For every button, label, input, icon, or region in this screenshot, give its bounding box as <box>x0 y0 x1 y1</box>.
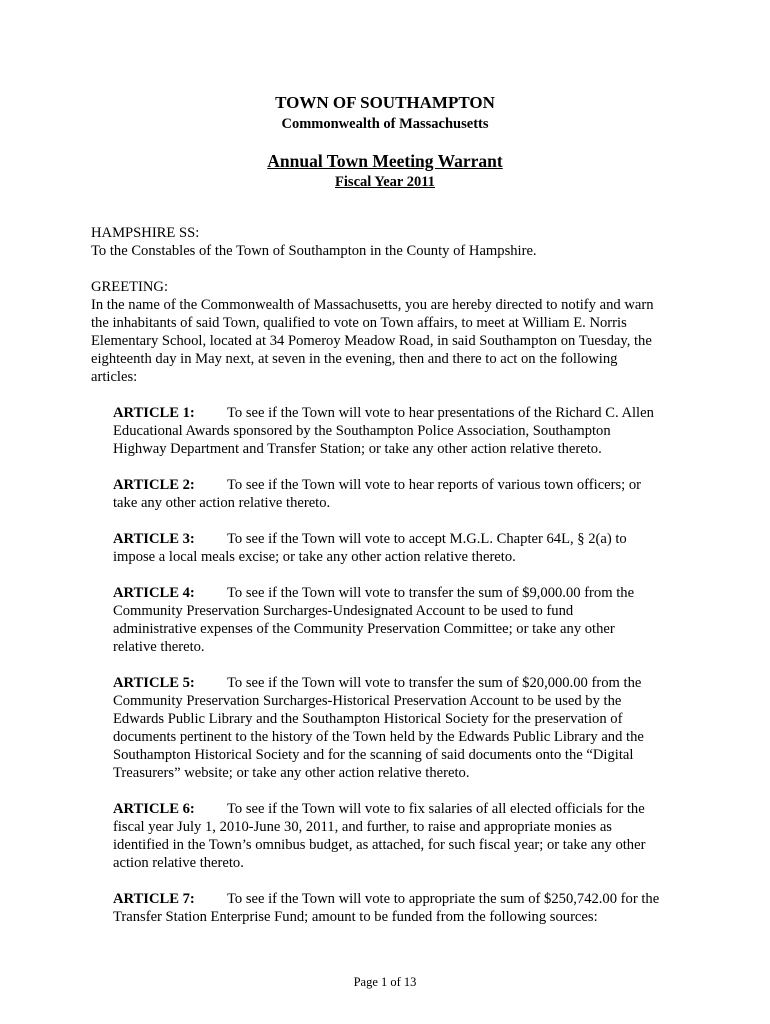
article-text-line: fiscal year July 1, 2010-June 30, 2011, and further, to raise and appropriate monies as <box>113 819 612 835</box>
article-label: ARTICLE 6: <box>113 801 195 817</box>
greeting-body-line: articles: <box>91 369 138 385</box>
page-number: Page 1 of 13 <box>353 975 417 989</box>
article-text-line: relative thereto. <box>113 639 205 655</box>
article-text-line: To see if the Town will vote to accept M.G.L. Chapter 64L, § 2(a) to <box>227 531 627 547</box>
greeting-line: GREETING: <box>91 279 169 295</box>
article-text-line: To see if the Town will vote to fix salaries of all elected officials for the <box>227 801 645 817</box>
article-2 <box>113 476 683 512</box>
article-text-line: To see if the Town will vote to transfer the sum of $9,000.00 from the <box>227 585 635 601</box>
article-label: ARTICLE 5: <box>113 675 195 691</box>
fiscal-year-subtitle: Fiscal Year 2011 <box>335 174 435 190</box>
article-text-line: action relative thereto. <box>113 855 244 871</box>
article-label: ARTICLE 3: <box>113 531 195 547</box>
article-text-line: documents pertinent to the history of the Town held by the Edwards Public Library and the <box>113 729 644 745</box>
article-label: ARTICLE 2: <box>113 477 195 493</box>
article-text-line: Highway Department and Transfer Station; or take any other action relative thereto. <box>113 441 602 457</box>
article-label: ARTICLE 7: <box>113 891 195 907</box>
article-label: ARTICLE 4: <box>113 585 195 601</box>
article-6 <box>113 800 683 872</box>
article-3 <box>113 530 683 566</box>
article-text-line: To see if the Town will vote to transfer the sum of $20,000.00 from the <box>227 675 642 691</box>
article-text-line: identified in the Town’s omnibus budget, as attached, for such fiscal year; or take any other <box>113 837 646 853</box>
article-text-line: To see if the Town will vote to hear reports of various town officers; or <box>227 477 642 493</box>
greeting-body-line: eighteenth day in May next, at seven in the evening, then and there to act on the following <box>91 351 618 367</box>
article-label: ARTICLE 1: <box>113 405 195 421</box>
article-text-line: Southampton Historical Society and for the scanning of said documents onto the “Digital <box>113 747 634 763</box>
article-text-line: Transfer Station Enterprise Fund; amount to be funded from the following sources: <box>113 909 598 925</box>
article-text-line: Edwards Public Library and the Southampton Historical Society for the preservation of <box>113 711 623 727</box>
greeting-body-line: the inhabitants of said Town, qualified to vote on Town affairs, to meet at William E. Norris <box>91 315 627 331</box>
greeting-body <box>91 296 691 386</box>
article-text-line: Educational Awards sponsored by the Southampton Police Association, Southampton <box>113 423 611 439</box>
intro-section <box>91 224 691 386</box>
constables-line: To the Constables of the Town of Southampton in the County of Hampshire. <box>91 243 537 259</box>
article-1 <box>113 404 683 458</box>
greeting-body-line: In the name of the Commonwealth of Massachusetts, you are hereby directed to notify and warn <box>91 297 654 313</box>
article-text-line: Community Preservation Surcharges-Historical Preservation Account to be used by the <box>113 693 622 709</box>
article-5 <box>113 674 683 782</box>
article-text-line: Community Preservation Surcharges-Undesignated Account to be used to fund <box>113 603 574 619</box>
article-text-line: Treasurers” website; or take any other action relative thereto. <box>113 765 470 781</box>
article-text-line: administrative expenses of the Community Preservation Committee; or take any other <box>113 621 615 637</box>
article-text-line: To see if the Town will vote to appropriate the sum of $250,742.00 for the <box>227 891 660 907</box>
article-text-line: impose a local meals excise; or take any other action relative thereto. <box>113 549 516 565</box>
article-4 <box>113 584 683 656</box>
commonwealth-subheading: Commonwealth of Massachusetts <box>281 116 489 132</box>
article-text-line: To see if the Town will vote to hear presentations of the Richard C. Allen <box>227 405 654 421</box>
warrant-title: Annual Town Meeting Warrant <box>267 151 503 171</box>
article-7 <box>113 890 683 926</box>
article-text-line: take any other action relative thereto. <box>113 495 331 511</box>
greeting-body-line: Elementary School, located at 34 Pomeroy Meadow Road, in said Southampton on Tuesday, the <box>91 333 652 349</box>
county-line: HAMPSHIRE SS: <box>91 225 200 241</box>
articles-list <box>113 404 683 944</box>
town-heading: TOWN OF SOUTHAMPTON <box>275 93 495 112</box>
